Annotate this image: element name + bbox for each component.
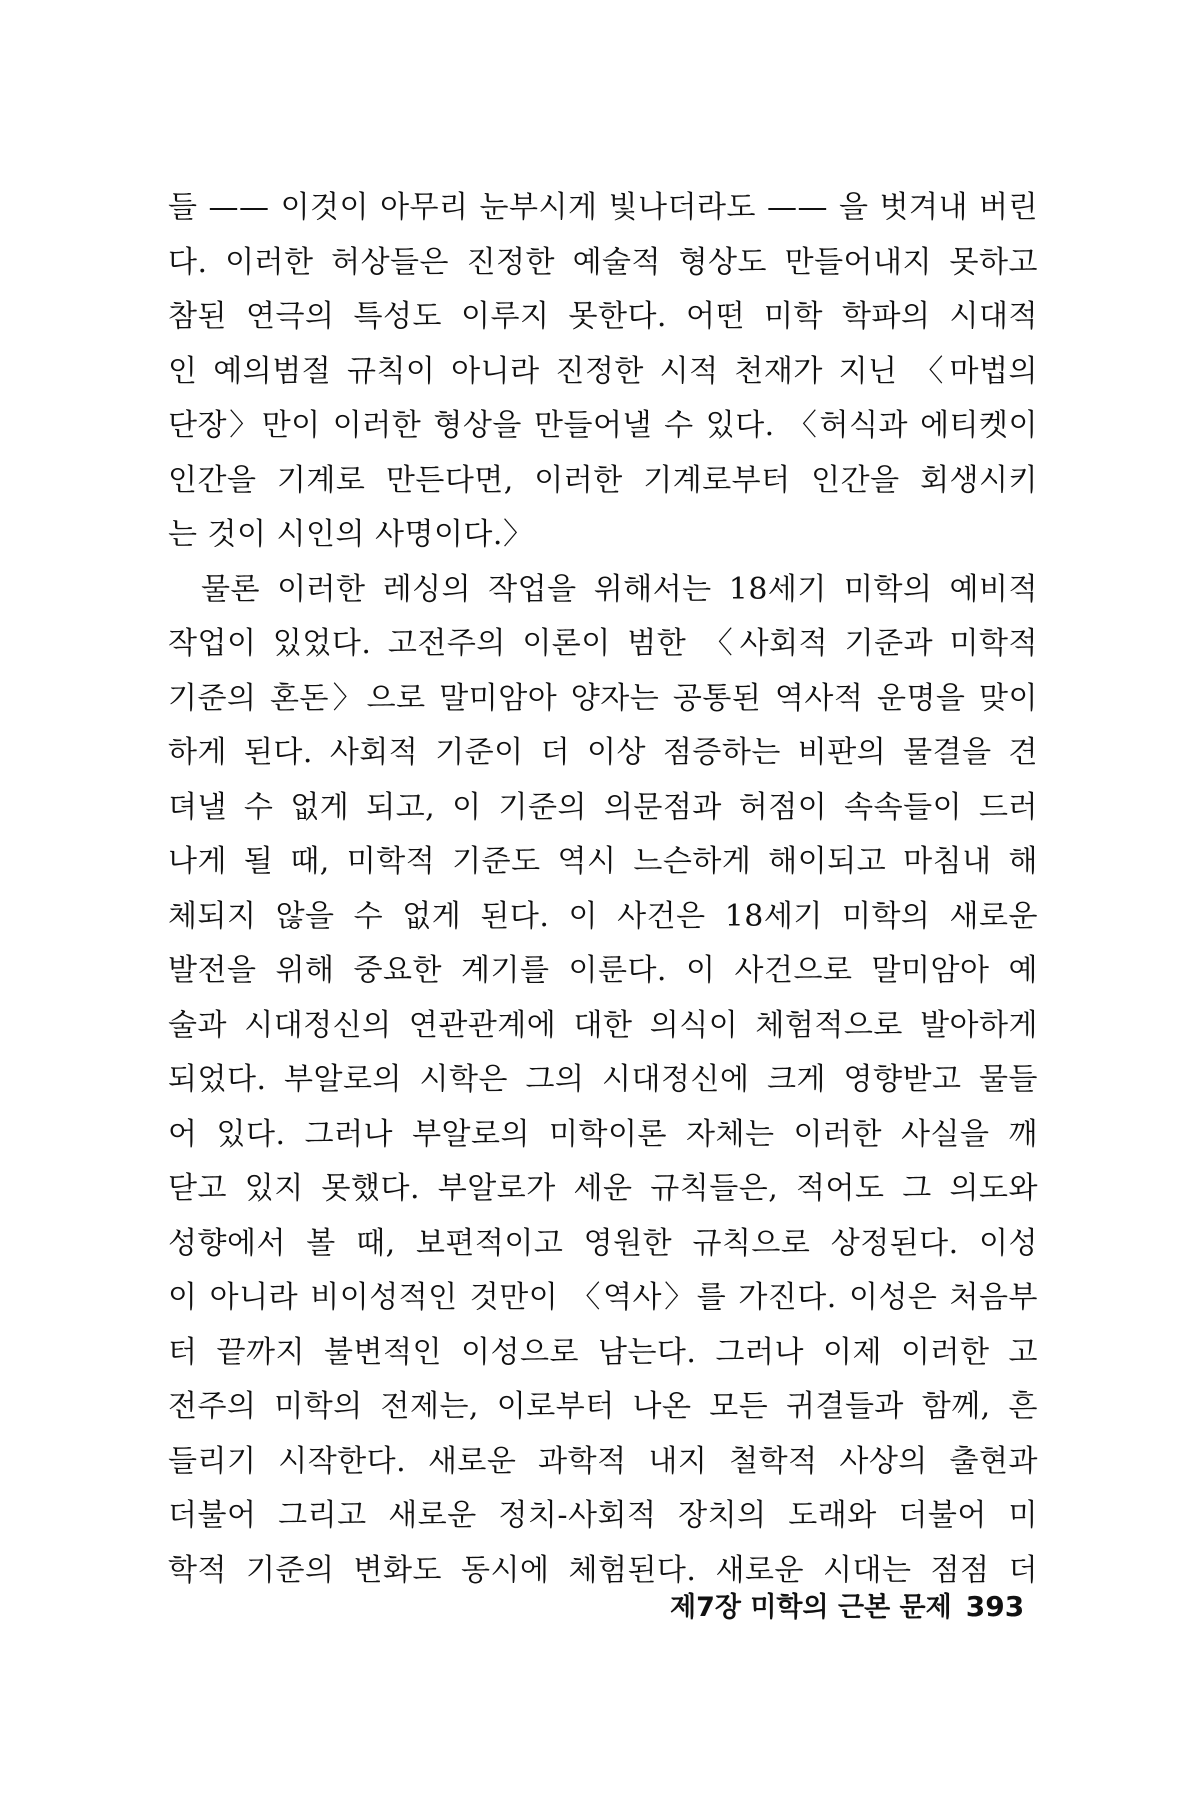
text-line: 작업이 있었다. 고전주의 이론이 범한 〈사회적 기준과 미학적	[168, 626, 1038, 661]
text-line: 체되지 않을 수 없게 된다. 이 사건은 18세기 미학의 새로운	[168, 898, 1038, 934]
text-line: 기준의 혼돈〉으로 말미암아 양자는 공통된 역사적 운명을 맞이	[168, 680, 1038, 716]
text-line: 되었다. 부알로의 시학은 그의 시대정신에 크게 영향받고 물들	[168, 1062, 1038, 1097]
text-line: 하게 된다. 사회적 기준이 더 이상 점증하는 비판의 물결을 견	[168, 735, 1038, 770]
page-footer	[670, 1585, 1025, 1624]
text-line: 술과 시대정신의 연관관계에 대한 의식이 체험적으로 발아하게	[168, 1007, 1038, 1043]
text-line: 들 —— 이것이 아무리 눈부시게 빛나더라도 —— 을 벗겨내 버린	[168, 190, 1038, 225]
text-line: 들리기 시작한다. 새로운 과학적 내지 철학적 사상의 출현과	[168, 1443, 1038, 1479]
text-line: 다. 이러한 허상들은 진정한 예술적 형상도 만들어내지 못하고	[168, 244, 1038, 280]
text-line: 물론 이러한 레싱의 작업을 위해서는 18세기 미학의 예비적	[201, 571, 1038, 607]
body-text	[168, 181, 1038, 1598]
text-line: 인간을 기계로 만든다면, 이러한 기계로부터 인간을 회생시키	[168, 462, 1038, 498]
text-line: 닫고 있지 못했다. 부알로가 세운 규칙들은, 적어도 그 의도와	[168, 1171, 1038, 1206]
text-line: 학적 기준의 변화도 동시에 체험된다. 새로운 시대는 점점 더	[168, 1552, 1038, 1588]
text-line: 이 아니라 비이성적인 것만이 〈역사〉를 가진다. 이성은 처음부	[168, 1280, 1038, 1315]
page-number: 393	[965, 1590, 1025, 1623]
text-line: 나게 될 때, 미학적 기준도 역시 느슨하게 해이되고 마침내 해	[168, 844, 1038, 879]
text-line: 어 있다. 그러나 부알로의 미학이론 자체는 이러한 사실을 깨	[168, 1116, 1038, 1152]
text-line: 참된 연극의 특성도 이루지 못한다. 어떤 미학 학파의 시대적	[168, 299, 1038, 334]
text-line: 더불어 그리고 새로운 정치-사회적 장치의 도래와 더불어 미	[168, 1498, 1038, 1533]
text-line: 뎌낼 수 없게 되고, 이 기준의 의문점과 허점이 속속들이 드러	[168, 789, 1038, 825]
text-line: 터 끝까지 불변적인 이성으로 남는다. 그러나 이제 이러한 고	[168, 1334, 1038, 1370]
chapter-title: 제7장 미학의 근본 문제	[670, 1592, 952, 1623]
text-line: 인 예의범절 규칙이 아니라 진정한 시적 천재가 지닌 〈마법의	[168, 353, 1038, 389]
text-line: 단장〉만이 이러한 형상을 만들어낼 수 있다. 〈허식과 에티켓이	[168, 408, 1038, 443]
text-line: 전주의 미학의 전제는, 이로부터 나온 모든 귀결들과 함께, 흔	[168, 1389, 1038, 1424]
text-line: 성향에서 볼 때, 보편적이고 영원한 규칙으로 상정된다. 이성	[168, 1225, 1038, 1261]
text-line: 는 것이 시인의 사명이다.〉	[168, 517, 534, 552]
text-line: 발전을 위해 중요한 계기를 이룬다. 이 사건으로 말미암아 예	[168, 953, 1038, 988]
